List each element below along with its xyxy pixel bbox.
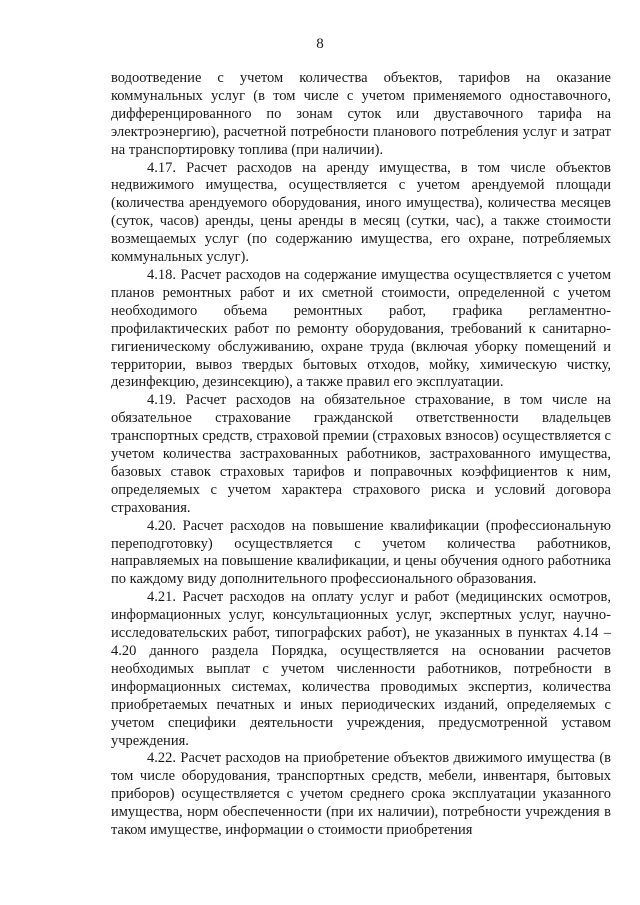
paragraph-continuation: водоотведение с учетом количества объектов, тарифов на оказание коммунальных услуг (в том числе с учетом применяемого одноставочного, дифференцированного по зонам суток или двуставочного тарифа на электроэнергию), расчетной потребности планового потребления услуг и затрат на транспортировку топлива (при наличии).	[111, 70, 611, 158]
paragraph-4-20: 4.20. Расчет расходов на повышение квалификации (профессиональную переподготовку) осуществляется с учетом количества работников, направляемых на повышение квалификации, и цены обучения одного работника по каждому виду дополнительного профессионального образования.	[111, 517, 611, 588]
paragraph-4-21: 4.21. Расчет расходов на оплату услуг и работ (медицинских осмотров, информационных услуг, консультационных услуг, экспертных услуг, научно-исследовательских работ, типографских работ), не указанных в пунктах 4.14 – 4.20 данного раздела Порядка, осуществляется на основании расчетов необходимых выплат с учетом численности работников, потребности в информационных системах, количества проводимых экспертиз, количества приобретаемых печатных и иных периодических изданий, определяемых с учетом специфики деятельности учреждения, предусмотренной уставом учреждения.	[111, 589, 611, 749]
paragraph-4-18: 4.18. Расчет расходов на содержание имущества осуществляется с учетом планов ремонтных работ и их сметной стоимости, определенной с учетом необходимого объема ремонтных работ, графика регламентно-профилактических работ по ремонту оборудования, требований к санитарно-гигиеническому обслуживанию, охране труда (включая уборку помещений и территории, вывоз твердых бытовых отходов, мойку, химическую чистку, дезинфекцию, дезинсекцию), а также правил его эксплуатации.	[111, 266, 611, 391]
page-number: 8	[316, 36, 324, 52]
paragraph-4-17: 4.17. Расчет расходов на аренду имущества, в том числе объектов недвижимого имущества, осуществляется с учетом арендуемой площади (количества арендуемого оборудования, иного имущества), количества месяцев (суток, часов) аренды, цены аренды в месяц (сутки, час), а также стоимости возмещаемых услуг (по содержанию имущества, его охране, потребляемых коммунальных услуг).	[111, 159, 611, 266]
paragraph-4-22: 4.22. Расчет расходов на приобретение объектов движимого имущества (в том числе оборудования, транспортных средств, мебели, инвентаря, бытовых приборов) осуществляется с учетом среднего срока эксплуатации указанного имущества, норм обеспеченности (при их наличии), потребности учреждения в таком имуществе, информации о стоимости приобретения	[111, 750, 611, 839]
document-body	[111, 70, 611, 840]
paragraph-4-19: 4.19. Расчет расходов на обязательное страхование, в том числе на обязательное страхование гражданской ответственности владельцев транспортных средств, страховой премии (страховых взносов) осуществляется с учетом количества застрахованных работников, застрахованного имущества, базовых ставок страховых тарифов и поправочных коэффициентов к ним, определяемых с учетом характера страхового риска и условий договора страхования.	[111, 392, 611, 516]
